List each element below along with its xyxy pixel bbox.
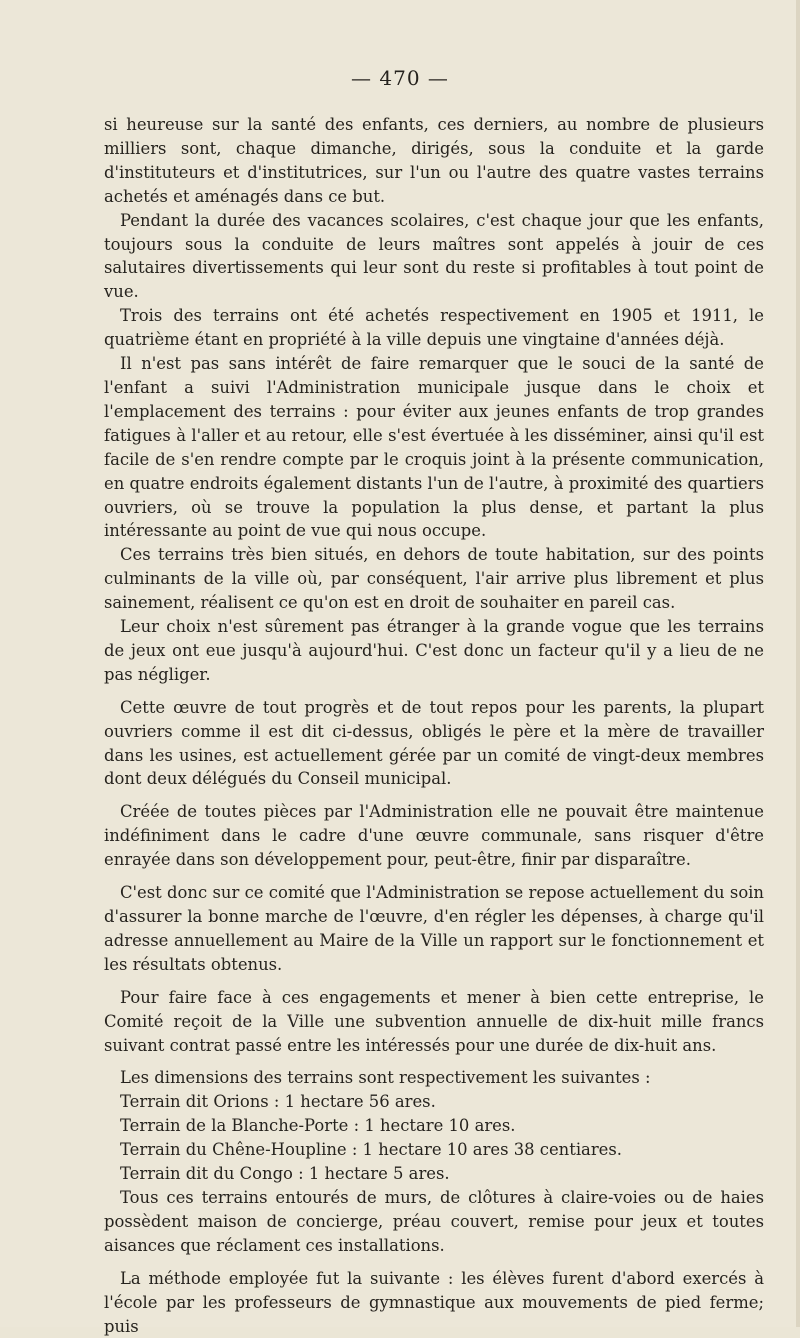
terrain-item-blanche-porte: Terrain de la Blanche-Porte : 1 hectare 10 ares. — [120, 1116, 516, 1136]
terrain-item-chene-houpline: Terrain du Chêne-Houpline : 1 hectare 10 ares 38 centiares. — [120, 1140, 622, 1160]
paragraph: Trois des terrains ont été achetés respectivement en 1905 et 1911, le quatrième étant en propriété à la ville depuis une vingtaine d'années déjà. — [104, 306, 764, 350]
paragraph: Créée de toutes pièces par l'Administration elle ne pouvait être maintenue indéfiniment dans le cadre d'une œuvre communale, sans risquer d'être enrayée dans son développement pour, peut-être, finir par disparaître. — [104, 802, 764, 870]
paragraph: C'est donc sur ce comité que l'Administration se repose actuellement du soin d'assurer la bonne marche de l'œuvre, d'en régler les dépenses, à charge qu'il adresse annuellement au Maire de la Ville un rapport sur le fonctionnement et les résultats obtenus. — [104, 883, 764, 974]
paragraph: Il n'est pas sans intérêt de faire remarquer que le souci de la santé de l'enfant a suivi l'Administration municipale jusque dans le choix et l'emplacement des terrains : pour éviter aux jeunes enfants de trop grandes fatigues à l'aller et au retour, elle s'est évertuée à les disséminer, ainsi qu'il est facile de s'en rendre compte par le croquis joint à la présente communication, en quatre endroits également distants l'un de l'autre, à proximité des quartiers ouvriers, où se trouve la population la plus dense, et partant la plus intéressante au point de vue qui nous occupe. — [104, 354, 764, 541]
paragraph: Cette œuvre de tout progrès et de tout repos pour les parents, la plupart ouvriers comme il est dit ci-dessus, obligés le père et la mère de travailler dans les usines, est actuellement gérée par un comité de vingt-deux membres dont deux délégués du Conseil municipal. — [104, 697, 764, 789]
dimensions-intro: Les dimensions des terrains sont respectivement les suivantes : — [120, 1068, 651, 1088]
page-number: — 470 — — [351, 66, 449, 90]
page-edge-shadow — [796, 0, 800, 1327]
terrain-item-congo: Terrain dit du Congo : 1 hectare 5 ares. — [120, 1164, 450, 1184]
paragraph: Ces terrains très bien situés, en dehors de toute habitation, sur des points culminants de la ville où, par conséquent, l'air arrive plus librement et plus sainement, réalisent ce qu'on est en droit de souhaiter en pareil cas. — [104, 545, 764, 613]
paragraph: si heureuse sur la santé des enfants, ces derniers, au nombre de plusieurs milliers sont, chaque dimanche, dirigés, sous la conduite et la garde d'instituteurs et d'institutrices, sur l'un ou l'autre des quatre vastes terrains achetés et aménagés dans ce but. — [104, 115, 764, 206]
paragraph: Tous ces terrains entourés de murs, de clôtures à claire-voies ou de haies possèdent maison de concierge, préau couvert, remise pour jeux et toutes aisances que réclament ces installations. — [104, 1187, 764, 1255]
body-text — [104, 113, 764, 1338]
paragraph: Leur choix n'est sûrement pas étranger à la grande vogue que les terrains de jeux ont eue jusqu'à aujourd'hui. C'est donc un facteur qu'il y a lieu de ne pas négliger. — [104, 617, 764, 684]
terrain-item-orions: Terrain dit Orions : 1 hectare 56 ares. — [120, 1092, 436, 1112]
paragraph: Pour faire face à ces engagements et mener à bien cette entreprise, le Comité reçoit de la Ville une subvention annuelle de dix-huit mille francs suivant contrat passé entre les intéressés pour une durée de dix-huit ans. — [104, 987, 764, 1055]
paragraph: Pendant la durée des vacances scolaires, c'est chaque jour que les enfants, toujours sous la conduite de leurs maîtres sont appelés à jouir de ces salutaires divertissements qui leur sont du reste si profitables à tout point de vue. — [104, 210, 764, 302]
paragraph: La méthode employée fut la suivante : les élèves furent d'abord exercés à l'école par les professeurs de gymnastique aux mouvements de pied ferme; puis — [104, 1268, 764, 1336]
